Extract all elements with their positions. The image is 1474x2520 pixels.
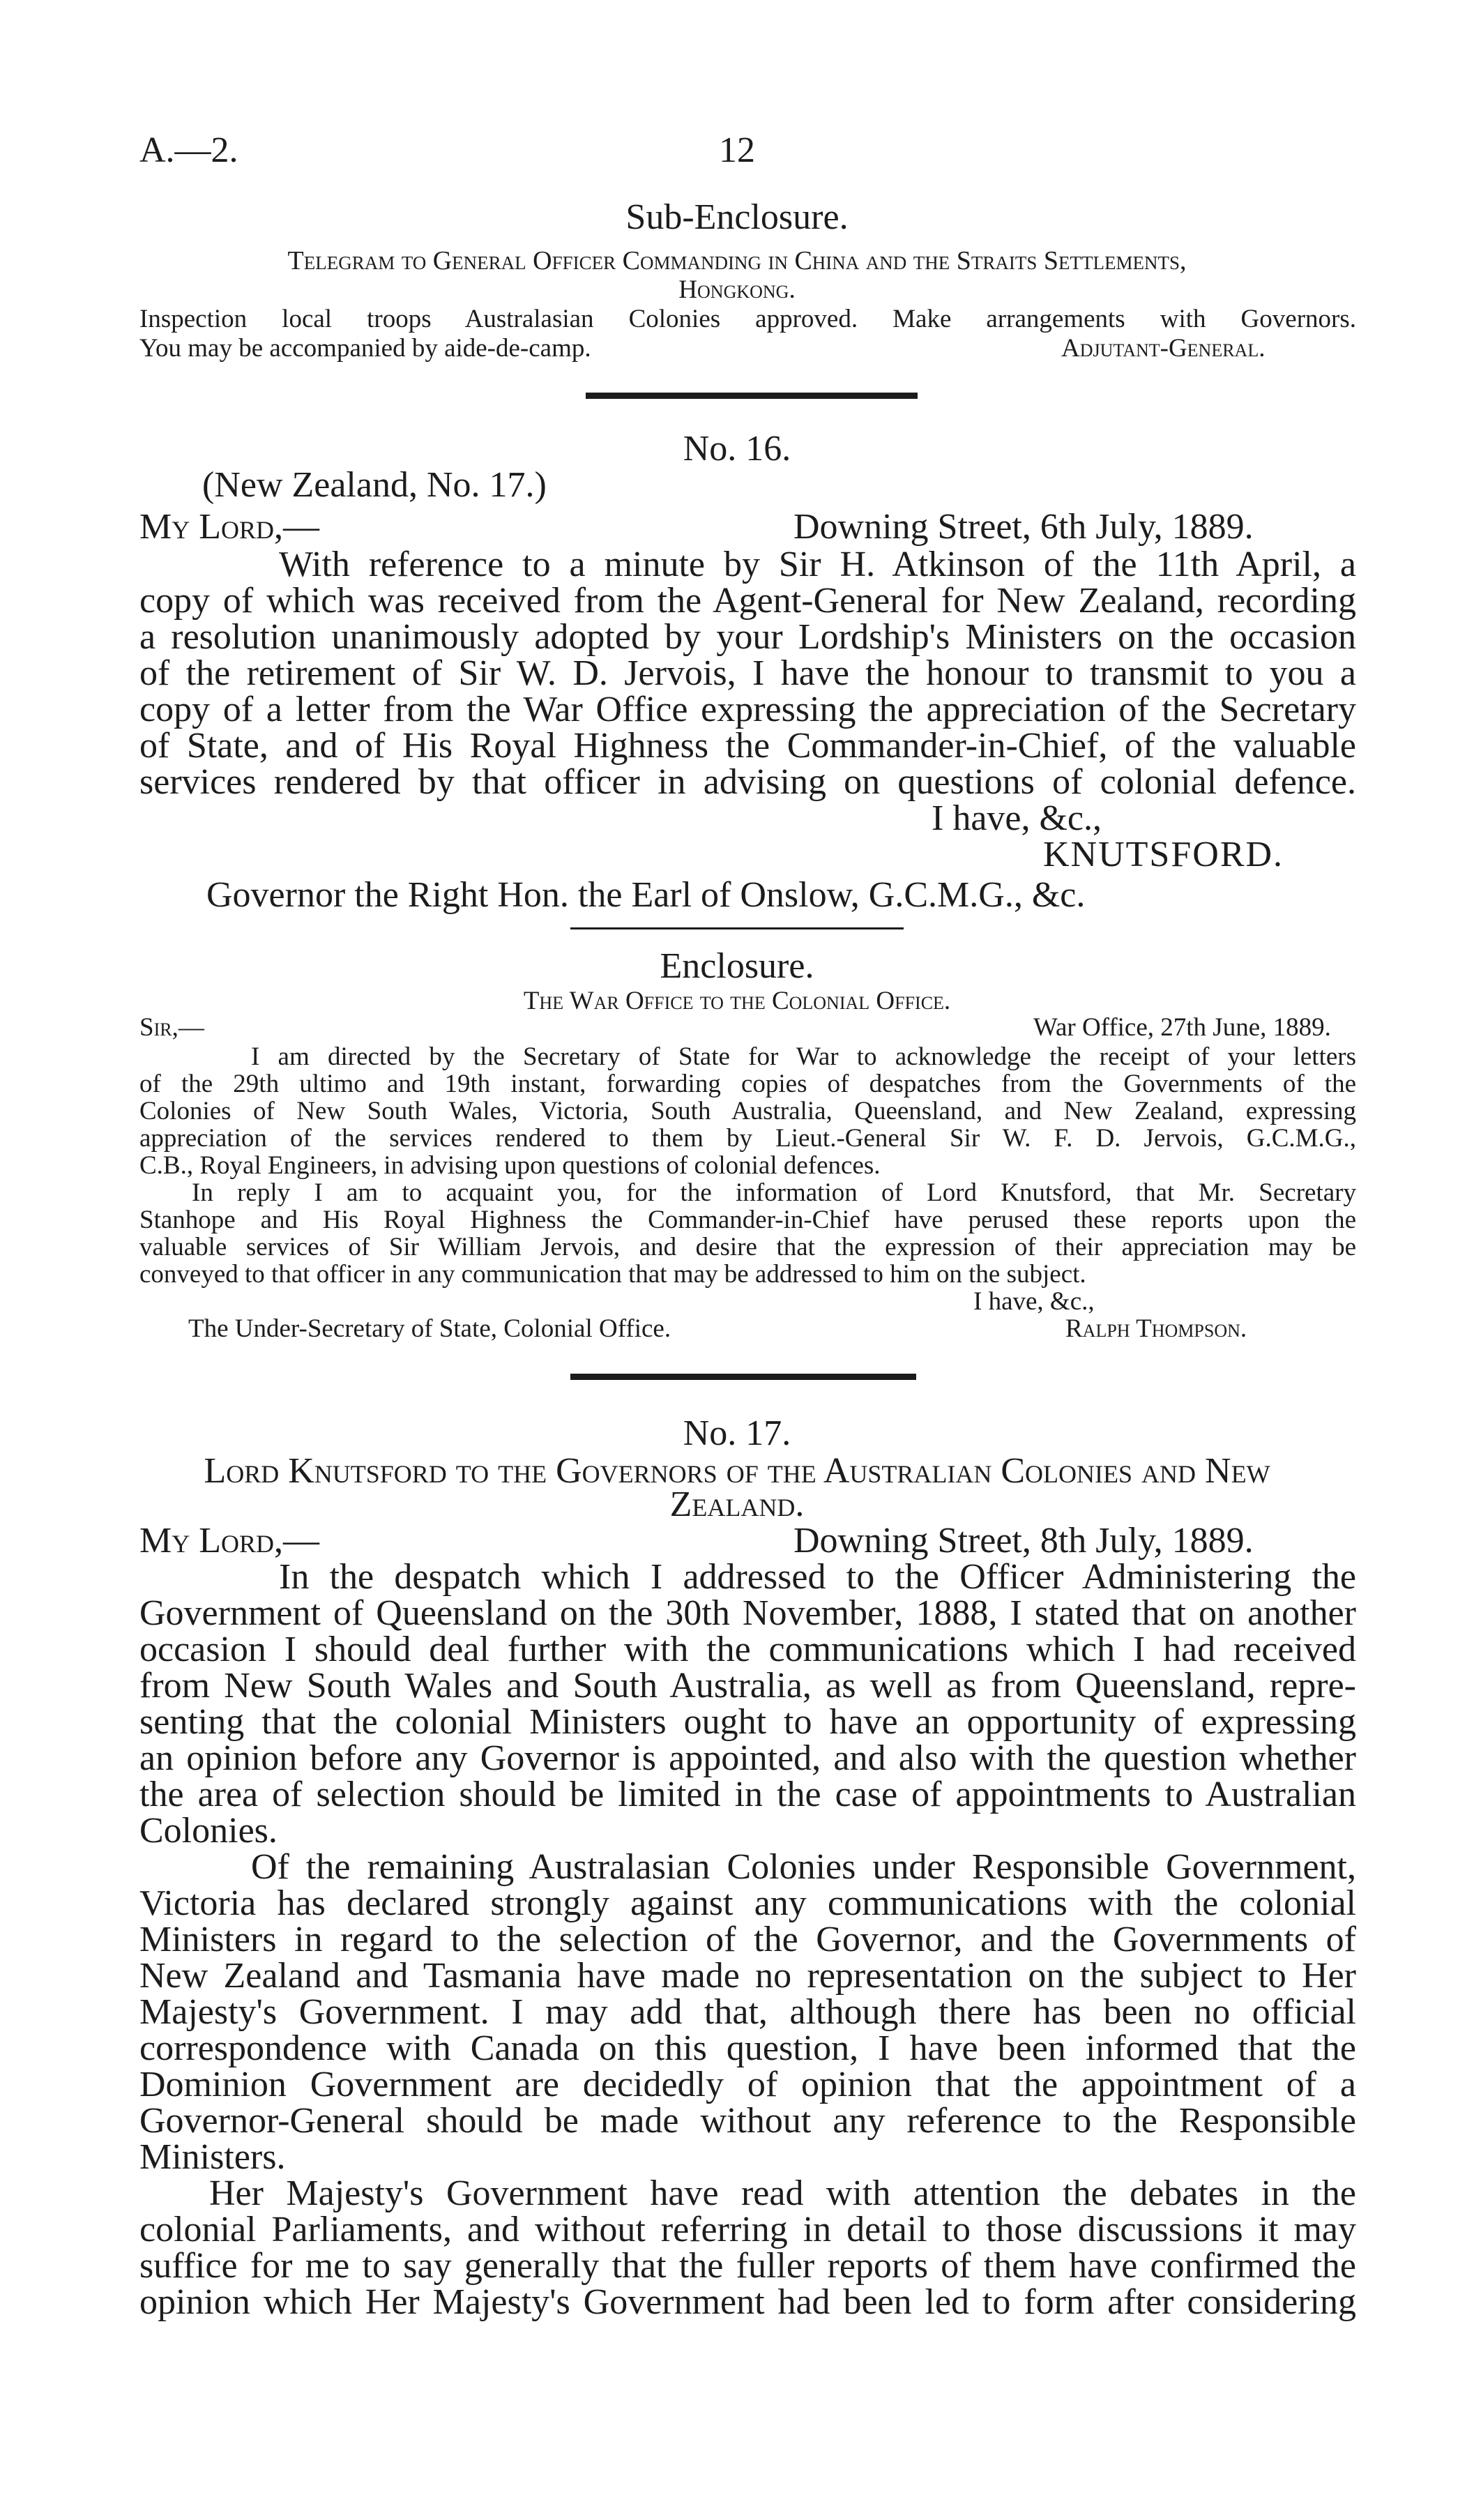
- paragraph-line: Ministers.: [139, 2137, 286, 2177]
- despatch-reference: (New Zealand, No. 17.): [202, 465, 547, 505]
- enclosure-subtitle: The War Office to the Colonial Office.: [523, 987, 951, 1015]
- enclosure-line: C.B., Royal Engineers, in advising upon questions of colonial defences.: [139, 1151, 881, 1180]
- place-date: Downing Street, 8th July, 1889.: [793, 1521, 1254, 1561]
- signature: KNUTSFORD.: [1043, 835, 1284, 874]
- paragraph-line: occasion I should deal further with the communications which I had received: [139, 1630, 1356, 1669]
- paragraph-line: of the retirement of Sir W. D. Jervois, I have the honour to transmit to you a: [139, 653, 1356, 693]
- telegram-heading-place: Hongkong.: [678, 275, 796, 304]
- enclosure-closing: I have, &c.,: [973, 1287, 1095, 1316]
- enclosure-line: In reply I am to acquaint you, for the information of Lord Knutsford, that Mr. Secretary: [192, 1178, 1356, 1207]
- paragraph-line: Ministers in regard to the selection of the Governor, and the Governments of: [139, 1920, 1356, 1959]
- paragraph-line: colonial Parliaments, and without referring in detail to those discussions it may: [139, 2210, 1356, 2249]
- telegram-signature: Adjutant-General.: [1061, 334, 1266, 363]
- enclosure-place-date: War Office, 27th June, 1889.: [1033, 1013, 1331, 1042]
- paragraph-line: copy of which was received from the Agent-General for New Zealand, recording: [139, 581, 1356, 621]
- paragraph-line: With reference to a minute by Sir H. Atkinson of the 11th April, a: [279, 545, 1356, 584]
- paragraph-line: In the despatch which I addressed to the Officer Administering the: [279, 1557, 1356, 1597]
- enclosure-salutation: Sir,—: [139, 1013, 204, 1042]
- salutation: My Lord,—: [139, 1521, 320, 1561]
- paragraph-line: Majesty's Government. I may add that, although there has been no official: [139, 1992, 1356, 2032]
- telegram-body-line: Inspection local troops Australasian Colonies approved. Make arrangements with Governors.: [139, 305, 1356, 333]
- paragraph-line: suffice for me to say generally that the fuller reports of them have confirmed the: [139, 2246, 1356, 2286]
- paragraph-line: opinion which Her Majesty's Government had been led to form after considering: [139, 2282, 1356, 2322]
- section-divider-thick: [586, 393, 918, 399]
- section-divider-thick: [570, 1374, 916, 1380]
- paragraph-line: services rendered by that officer in advising on questions of colonial defence.: [139, 762, 1356, 802]
- page-number: 12: [719, 130, 755, 170]
- enclosure-line: Stanhope and His Royal Highness the Commander-in-Chief have perused these reports upon the: [139, 1206, 1356, 1234]
- paragraph-line: the area of selection should be limited in the case of appointments to Australian: [139, 1775, 1356, 1814]
- enclosure-line: appreciation of the services rendered to them by Lieut.-General Sir W. F. D. Jervois, G.C.M.G.,: [139, 1124, 1356, 1153]
- paragraph-line: Dominion Government are decidedly of opinion that the appointment of a: [139, 2065, 1356, 2104]
- document-reference: A.—2.: [139, 130, 238, 170]
- paragraph-line: of State, and of His Royal Highness the Commander-in-Chief, of the valuable: [139, 726, 1356, 766]
- paragraph-line: Colonies.: [139, 1811, 278, 1851]
- paragraph-line: Her Majesty's Government have read with attention the debates in the: [209, 2173, 1356, 2213]
- despatch-heading: Lord Knutsford to the Governors of the Australian Colonies and New: [204, 1451, 1270, 1491]
- telegram-body-line: You may be accompanied by aide-de-camp.: [139, 334, 591, 363]
- enclosure-title: Enclosure.: [660, 946, 814, 986]
- paragraph-line: New Zealand and Tasmania have made no representation on the subject to Her: [139, 1956, 1356, 1996]
- paragraph-line: copy of a letter from the War Office expressing the appreciation of the Secretary: [139, 690, 1356, 729]
- paragraph-line: Government of Queensland on the 30th November, 1888, I stated that on another: [139, 1593, 1356, 1633]
- despatch-number: No. 16.: [683, 429, 791, 469]
- enclosure-line: I am directed by the Secretary of State for War to acknowledge the receipt of your letters: [251, 1042, 1356, 1071]
- enclosure-line: conveyed to that officer in any communication that may be addressed to him on the subject.: [139, 1260, 1086, 1289]
- despatch-heading-continued: Zealand.: [669, 1485, 805, 1524]
- paragraph-line: Victoria has declared strongly against any communications with the colonial: [139, 1883, 1356, 1923]
- paragraph-line: a resolution unanimously adopted by your Lordship's Ministers on the occasion: [139, 617, 1356, 657]
- enclosure-line: of the 29th ultimo and 19th instant, forwarding copies of despatches from the Governments of the: [139, 1070, 1356, 1098]
- despatch-number: No. 17.: [683, 1413, 791, 1453]
- paragraph-line: Governor-General should be made without any reference to the Responsible: [139, 2101, 1356, 2141]
- addressee: Governor the Right Hon. the Earl of Onslow, G.C.M.G., &c.: [206, 875, 1086, 915]
- enclosure-line: valuable services of Sir William Jervois, and desire that the expression of their appreciation may be: [139, 1233, 1356, 1261]
- paragraph-line: correspondence with Canada on this question, I have been informed that the: [139, 2028, 1356, 2068]
- closing: I have, &c.,: [932, 798, 1102, 838]
- telegram-heading: Telegram to General Officer Commanding in China and the Straits Settlements,: [287, 246, 1187, 275]
- enclosure-line: Colonies of New South Wales, Victoria, South Australia, Queensland, and New Zealand, expressing: [139, 1097, 1356, 1125]
- enclosure-signature: Ralph Thompson.: [1065, 1314, 1247, 1343]
- enclosure-addressee: The Under-Secretary of State, Colonial Office.: [188, 1314, 671, 1343]
- paragraph-line: from New South Wales and South Australia, as well as from Queensland, repre-: [139, 1666, 1356, 1706]
- sub-enclosure-title: Sub-Enclosure.: [625, 197, 849, 237]
- paragraph-line: an opinion before any Governor is appointed, and also with the question whether: [139, 1738, 1356, 1778]
- salutation: My Lord,—: [139, 507, 320, 547]
- paragraph-line: Of the remaining Australasian Colonies under Responsible Government,: [251, 1847, 1356, 1887]
- paragraph-line: senting that the colonial Ministers ought to have an opportunity of expressing: [139, 1702, 1356, 1742]
- section-divider-thin: [570, 927, 904, 929]
- place-date: Downing Street, 6th July, 1889.: [793, 507, 1254, 547]
